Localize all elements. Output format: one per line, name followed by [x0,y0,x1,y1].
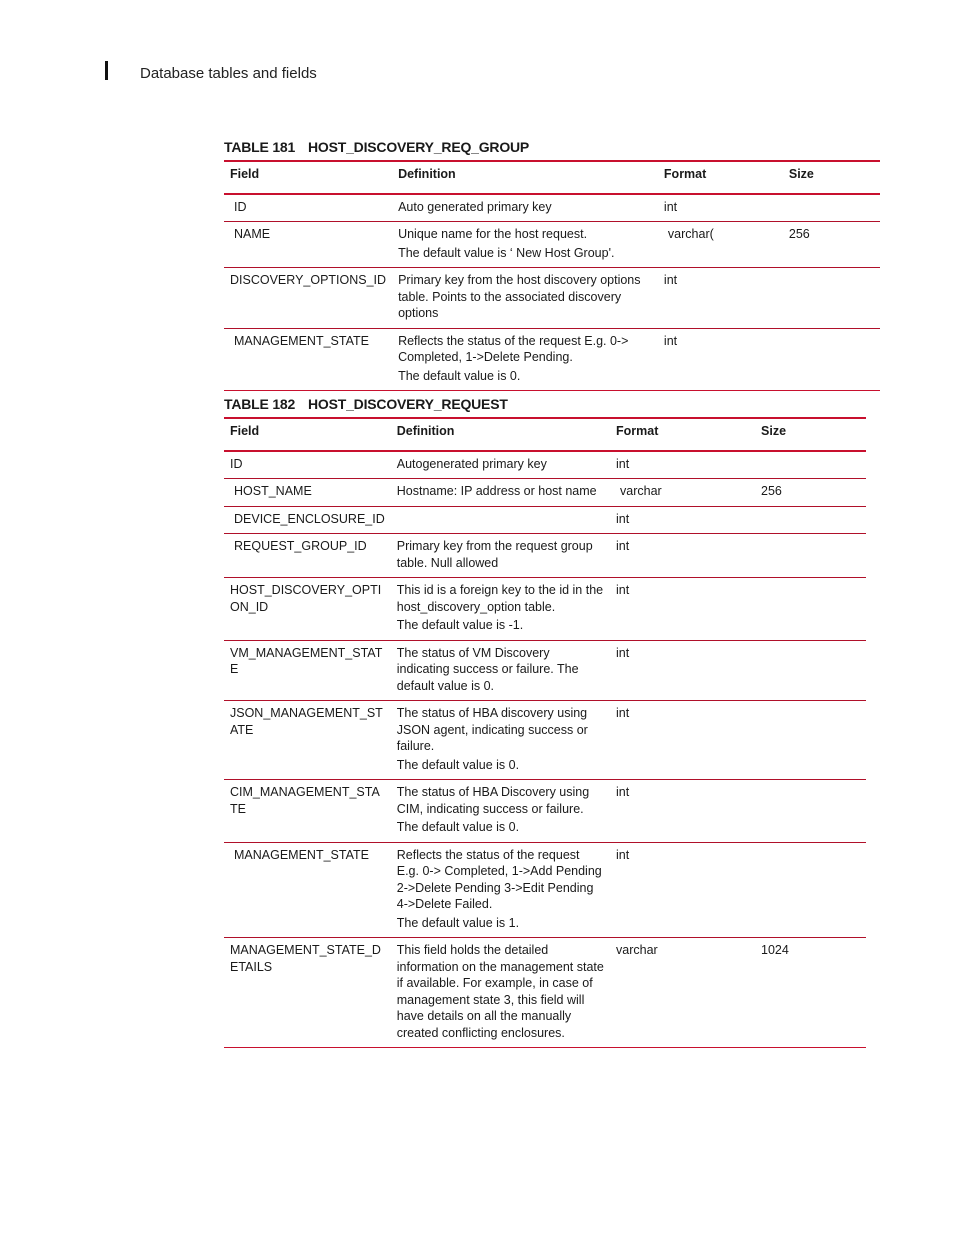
table-row [224,479,866,507]
field-cell: MANAGEMENT_STATE [224,842,391,938]
column-header-size: Size [755,418,866,451]
field-cell: VM_MANAGEMENT_STAT E [224,640,391,701]
table-181-label: TABLE 181 [224,139,296,155]
format-cell: int [610,640,755,701]
table-181-name: HOST_DISCOVERY_REQ_GROUP [308,139,530,155]
size-cell: 256 [755,479,866,507]
definition-cell: The status of HBA discovery using JSON agent, indicating success or failure. The default value is 0. [391,701,610,780]
table-row [224,701,866,780]
table-row [224,534,866,578]
page-header-title: Database tables and fields [140,65,317,82]
table-row [224,222,880,268]
format-cell: int [610,451,755,479]
size-cell [755,640,866,701]
format-cell: int [610,842,755,938]
table-181-caption [224,139,529,155]
size-cell [755,451,866,479]
field-cell: MANAGEMENT_STATE_D ETAILS [224,938,391,1048]
definition-cell: This id is a foreign key to the id in the host_discovery_option table. The default value is -1. [391,578,610,641]
field-cell: ID [224,451,391,479]
size-cell [755,780,866,843]
field-cell: JSON_MANAGEMENT_ST ATE [224,701,391,780]
definition-cell: Hostname: IP address or host name [391,479,610,507]
format-cell: int [610,780,755,843]
column-header-definition: Definition [391,418,610,451]
table-181 [224,160,880,391]
field-cell: CIM_MANAGEMENT_STA TE [224,780,391,843]
definition-cell: Unique name for the host request. The default value is ‘ New Host Group'. [392,222,658,268]
definition-cell: Primary key from the host discovery options table. Points to the associated discovery options [392,268,658,329]
field-cell: REQUEST_GROUP_ID [224,534,391,578]
table-row [224,938,866,1048]
field-cell: HOST_DISCOVERY_OPTI ON_ID [224,578,391,641]
table-182-caption [224,396,508,412]
size-cell [783,194,880,222]
definition-cell: The status of VM Discovery indicating success or failure. The default value is 0. [391,640,610,701]
size-cell [755,578,866,641]
definition-cell: The status of HBA Discovery using CIM, indicating success or failure. The default value is 0. [391,780,610,843]
format-cell: int [658,194,783,222]
table-row [224,268,880,329]
table-182-label: TABLE 182 [224,396,296,412]
column-header-format: Format [658,161,783,194]
field-cell: ID [224,194,392,222]
size-cell: 256 [783,222,880,268]
table-header-row [224,418,866,451]
table-row [224,328,880,391]
definition-cell: Autogenerated primary key [391,451,610,479]
table-row [224,451,866,479]
size-cell [783,328,880,391]
size-cell [783,268,880,329]
table-row [224,506,866,534]
size-cell [755,842,866,938]
format-cell: int [610,534,755,578]
table-row [224,578,866,641]
field-cell: HOST_NAME [224,479,391,507]
table-row [224,780,866,843]
table-row [224,640,866,701]
column-header-format: Format [610,418,755,451]
definition-cell: Auto generated primary key [392,194,658,222]
format-cell: varchar [610,938,755,1048]
field-cell: DISCOVERY_OPTIONS_ID [224,268,392,329]
definition-cell: Reflects the status of the request E.g. 0-> Completed, 1->Add Pending 2->Delete Pending 3->Edit Pending 4->Delete Failed. The default value is 1. [391,842,610,938]
column-header-definition: Definition [392,161,658,194]
format-cell: int [658,268,783,329]
size-cell: 1024 [755,938,866,1048]
field-cell: MANAGEMENT_STATE [224,328,392,391]
definition-cell: Primary key from the request group table. Null allowed [391,534,610,578]
table-row [224,194,880,222]
definition-cell: Reflects the status of the request E.g. 0-> Completed, 1->Delete Pending. The default value is 0. [392,328,658,391]
format-cell: varchar [610,479,755,507]
column-header-field: Field [224,418,391,451]
definition-cell [391,506,610,534]
format-cell: int [610,578,755,641]
format-cell: int [610,701,755,780]
table-182 [224,417,866,1048]
size-cell [755,506,866,534]
definition-cell: This field holds the detailed information on the management state if available. For example, in case of management state 3, this field will have details on all the manually created conflicting enclosures. [391,938,610,1048]
size-cell [755,701,866,780]
field-cell: NAME [224,222,392,268]
header-rule [105,61,108,80]
format-cell: int [658,328,783,391]
column-header-field: Field [224,161,392,194]
table-182-name: HOST_DISCOVERY_REQUEST [308,396,508,412]
size-cell [755,534,866,578]
format-cell: varchar( [658,222,783,268]
column-header-size: Size [783,161,880,194]
table-header-row [224,161,880,194]
table-row [224,842,866,938]
field-cell: DEVICE_ENCLOSURE_ID [224,506,391,534]
format-cell: int [610,506,755,534]
